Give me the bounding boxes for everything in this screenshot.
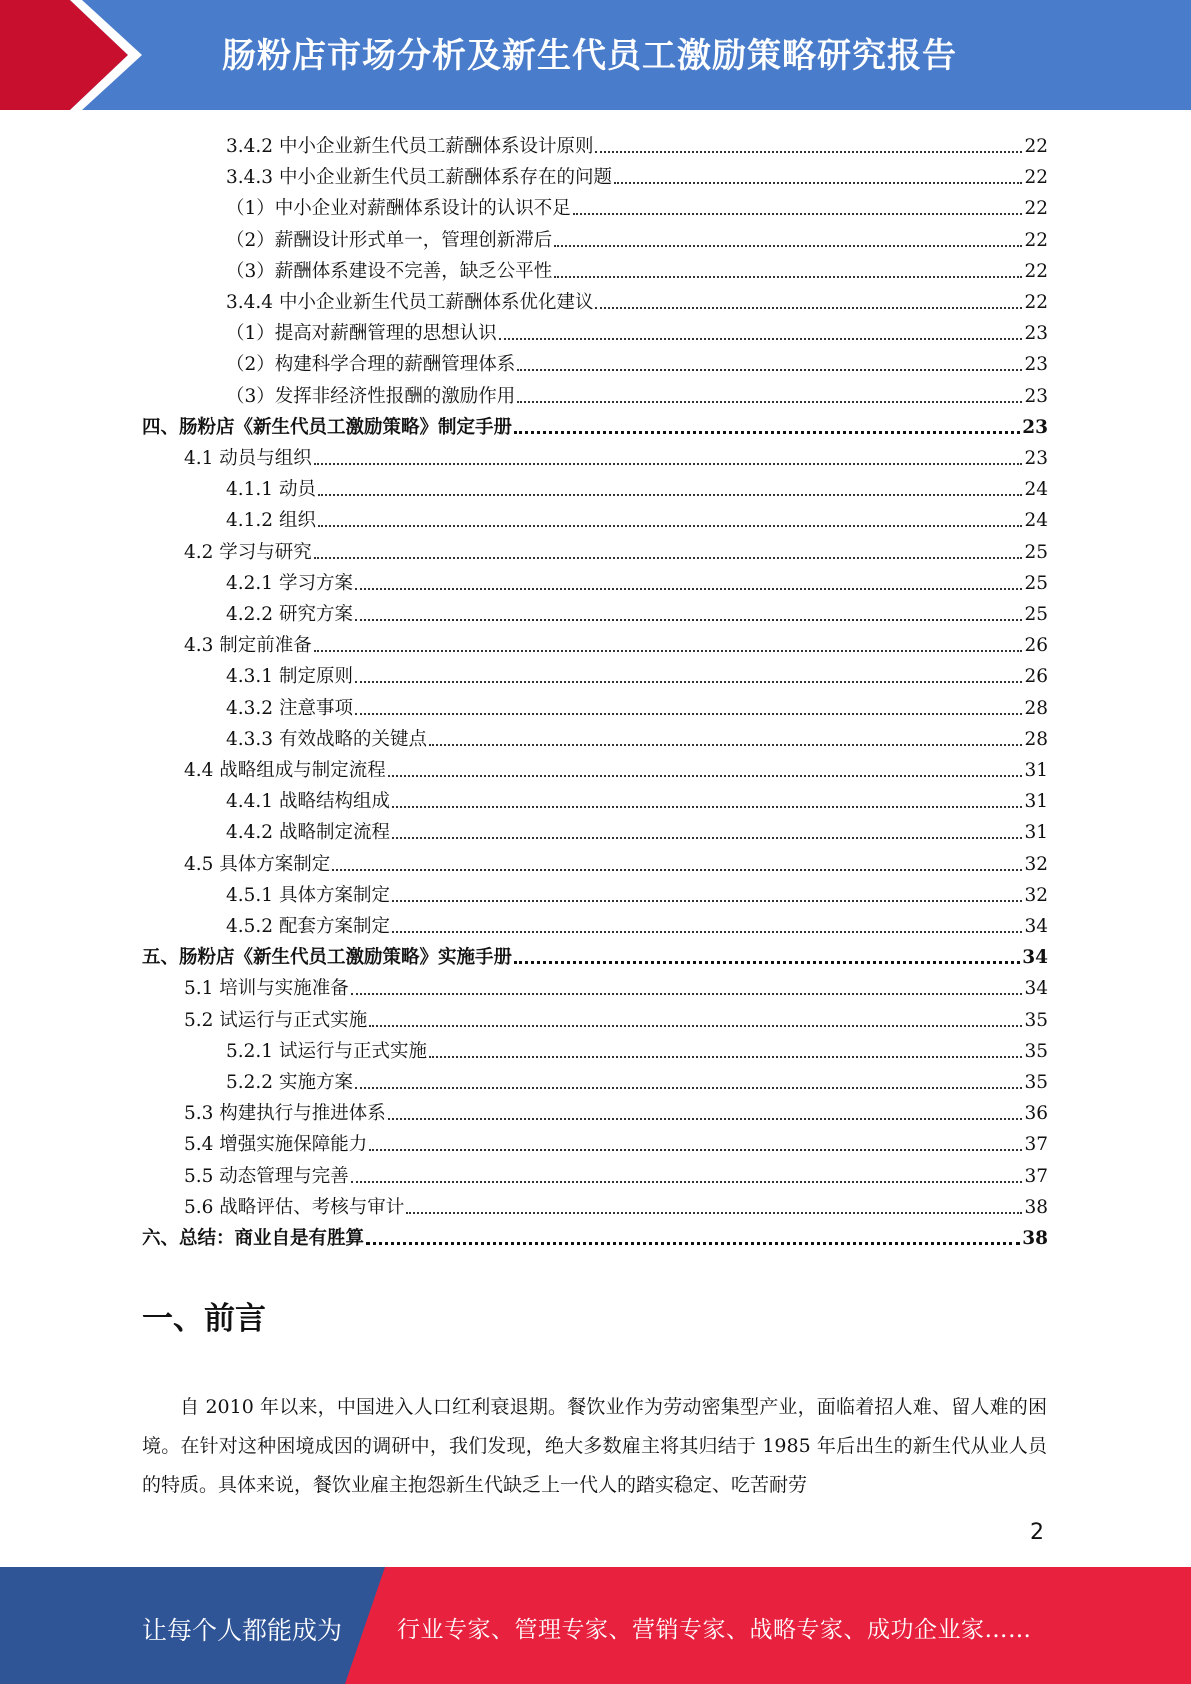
toc-leader-dots <box>573 213 1023 215</box>
toc-entry-page: 32 <box>1024 853 1048 875</box>
toc-leader-dots <box>369 1149 1022 1151</box>
toc-entry-page: 38 <box>1022 1228 1048 1249</box>
toc-entry-title: （1）中小企业对薪酬体系设计的认识不足 <box>226 198 571 220</box>
toc-leader-dots <box>514 961 1020 964</box>
toc-leader-dots <box>499 338 1023 340</box>
toc-entry-title: 4.5.1 具体方案制定 <box>226 884 390 906</box>
toc-entry-title: （3）薪酬体系建设不完善，缺乏公平性 <box>226 260 553 282</box>
toc-leader-dots <box>355 681 1023 683</box>
toc-leader-dots <box>517 401 1022 403</box>
toc-leader-dots <box>314 650 1023 652</box>
toc-leader-dots <box>388 775 1023 777</box>
toc-entry[interactable] <box>184 1157 1048 1188</box>
toc-leader-dots <box>369 1025 1022 1027</box>
toc-entry-page: 31 <box>1024 791 1048 813</box>
toc-entry-page: 25 <box>1024 604 1048 625</box>
toc-entry[interactable] <box>226 314 1048 345</box>
toc-leader-dots <box>351 993 1023 995</box>
toc-leader-dots <box>406 1212 1022 1214</box>
toc-entry[interactable] <box>184 533 1048 564</box>
toc-leader-dots <box>355 619 1023 621</box>
toc-entry-page: 34 <box>1024 916 1048 937</box>
toc-leader-dots <box>392 837 1022 839</box>
toc-entry-page: 22 <box>1024 167 1048 189</box>
toc-entry-title: 5.1 培训与实施准备 <box>184 978 349 1000</box>
toc-entry-title: 3.4.3 中小企业新生代员工薪酬体系存在的问题 <box>226 167 612 189</box>
section-heading: 一、前言 <box>142 1301 266 1337</box>
toc-entry-title: 3.4.2 中小企业新生代员工薪酬体系设计原则 <box>226 136 594 157</box>
toc-leader-dots <box>614 182 1022 184</box>
toc-entry[interactable] <box>226 501 1048 532</box>
toc-leader-dots <box>351 1181 1023 1183</box>
toc-entry[interactable] <box>142 408 1048 439</box>
toc-entry[interactable] <box>184 845 1048 876</box>
toc-entry-title: 六、总结：商业自是有胜算 <box>142 1228 365 1249</box>
toc-leader-dots <box>595 151 1022 153</box>
report-title: 肠粉店市场分析及新生代员工激励策略研究报告 <box>222 36 957 76</box>
toc-leader-dots <box>554 276 1022 278</box>
toc-entry[interactable] <box>184 751 1048 782</box>
toc-entry-page: 25 <box>1024 572 1048 594</box>
toc-leader-dots <box>332 869 1022 871</box>
toc-leader-dots <box>314 463 1023 465</box>
toc-entry-page: 22 <box>1024 292 1048 313</box>
toc-entry[interactable] <box>184 439 1048 470</box>
toc-entry-title: 5.6 战略评估、考核与审计 <box>184 1196 405 1218</box>
toc-entry-title: 4.2.2 研究方案 <box>226 604 353 625</box>
toc-entry-page: 26 <box>1024 635 1048 657</box>
toc-entry[interactable] <box>142 938 1048 969</box>
toc-entry-title: 5.4 增强实施保障能力 <box>184 1134 368 1156</box>
toc-entry-title: （2）构建科学合理的薪酬管理体系 <box>226 354 516 376</box>
toc-entry-page: 28 <box>1024 728 1048 750</box>
toc-entry-title: 4.1.1 动员 <box>226 479 316 501</box>
toc-entry-title: 4.4.1 战略结构组成 <box>226 791 390 813</box>
toc-leader-dots <box>514 431 1020 434</box>
toc-leader-dots <box>429 1056 1022 1058</box>
toc-leader-dots <box>355 588 1023 590</box>
toc-entry-page: 22 <box>1024 198 1048 220</box>
toc-entry[interactable] <box>226 782 1048 813</box>
toc-entry[interactable] <box>184 626 1048 657</box>
toc-leader-dots <box>355 713 1023 715</box>
toc-leader-dots <box>314 557 1023 559</box>
toc-entry-page: 23 <box>1024 385 1048 407</box>
toc-entry-title: 5.5 动态管理与完善 <box>184 1165 349 1187</box>
toc-entry[interactable] <box>226 158 1048 189</box>
page-number: 2 <box>1030 1520 1044 1545</box>
toc-entry[interactable] <box>226 470 1048 501</box>
toc-leader-dots <box>429 744 1022 746</box>
toc-entry-page: 22 <box>1024 260 1048 282</box>
toc-leader-dots <box>554 245 1022 247</box>
toc-leader-dots <box>355 1087 1023 1089</box>
toc-entry-title: 4.4 战略组成与制定流程 <box>184 760 386 781</box>
footer-slogan-left: 让每个人都能成为 <box>142 1616 343 1645</box>
toc-entry-page: 36 <box>1024 1103 1048 1125</box>
toc-entry[interactable] <box>184 1125 1048 1156</box>
toc-entry-page: 23 <box>1024 323 1048 345</box>
toc-entry-page: 28 <box>1024 697 1048 719</box>
toc-entry[interactable] <box>226 221 1048 252</box>
toc-entry-title: （1）提高对薪酬管理的思想认识 <box>226 323 497 345</box>
toc-entry-title: 4.2 学习与研究 <box>184 541 312 563</box>
toc-entry-title: 5.2 试运行与正式实施 <box>184 1009 368 1031</box>
toc-entry-page: 34 <box>1024 978 1048 1000</box>
toc-entry-title: 5.2.1 试运行与正式实施 <box>226 1040 427 1062</box>
body-paragraph <box>142 1388 1047 1505</box>
page-footer <box>0 1567 1191 1684</box>
toc-entry[interactable] <box>184 969 1048 1000</box>
toc-leader-dots <box>392 931 1022 933</box>
toc-entry-page: 37 <box>1024 1134 1048 1156</box>
toc-entry-title: 4.1.2 组织 <box>226 510 316 532</box>
toc-entry-title: 5.2.2 实施方案 <box>226 1072 353 1093</box>
toc-leader-dots <box>392 900 1022 902</box>
toc-entry[interactable] <box>226 564 1048 595</box>
toc-entry[interactable] <box>226 377 1048 408</box>
toc-entry-title: 五、肠粉店《新生代员工激励策略》实施手册 <box>142 947 513 969</box>
toc-entry-title: 5.3 构建执行与推进体系 <box>184 1103 386 1125</box>
toc-leader-dots <box>318 494 1023 496</box>
toc-entry[interactable] <box>226 876 1048 907</box>
toc-entry-page: 35 <box>1024 1072 1048 1093</box>
toc-entry-title: 3.4.4 中小企业新生代员工薪酬体系优化建议 <box>226 292 594 313</box>
toc-entry-page: 23 <box>1024 354 1048 376</box>
toc-entry[interactable] <box>226 907 1048 938</box>
toc-entry[interactable] <box>184 1001 1048 1032</box>
toc-entry-page: 25 <box>1024 541 1048 563</box>
toc-entry[interactable] <box>226 1063 1048 1094</box>
toc-entry[interactable] <box>226 720 1048 751</box>
toc-entry-page: 31 <box>1024 822 1048 844</box>
toc-entry-title: 4.3.2 注意事项 <box>226 697 353 719</box>
toc-leader-dots <box>366 1242 1020 1245</box>
toc-entry-title: 4.3.1 制定原则 <box>226 666 353 688</box>
toc-entry-page: 37 <box>1024 1165 1048 1187</box>
toc-entry[interactable] <box>226 252 1048 283</box>
toc-entry[interactable] <box>142 1219 1048 1250</box>
toc-entry[interactable] <box>184 1188 1048 1219</box>
toc-entry-page: 31 <box>1024 760 1048 781</box>
toc-entry-page: 26 <box>1024 666 1048 688</box>
toc-leader-dots <box>318 525 1023 527</box>
paragraph-text: 自 2010 年以来，中国进入人口红利衰退期。餐饮业作为劳动密集型产业，面临着招人难、留人难的困境。在针对这种困境成因的调研中，我们发现，绝大多数雇主将其归结于 1985 年后出生的新生代从业人员的特质。具体来说，餐饮业雇主抱怨新生代缺乏上一代人的踏实稳定、吃苦耐劳 <box>142 1396 1047 1496</box>
toc-entry[interactable] <box>184 1094 1048 1125</box>
toc-entry[interactable] <box>226 813 1048 844</box>
page-header <box>0 0 1191 110</box>
toc-entry-page: 38 <box>1024 1196 1048 1218</box>
toc-entry-page: 24 <box>1024 479 1048 501</box>
toc-entry-title: 4.1 动员与组织 <box>184 448 312 469</box>
toc-entry[interactable] <box>226 689 1048 720</box>
toc-entry-page: 23 <box>1024 448 1048 469</box>
toc-entry-title: （2）薪酬设计形式单一，管理创新滞后 <box>226 229 553 251</box>
toc-entry-title: 4.5 具体方案制定 <box>184 853 331 875</box>
toc-entry-title: 4.3.3 有效战略的关键点 <box>226 728 427 750</box>
toc-entry-page: 32 <box>1024 884 1048 906</box>
arrow-logo-icon <box>0 0 160 110</box>
toc-entry-title: 4.4.2 战略制定流程 <box>226 822 390 844</box>
toc-entry-page: 22 <box>1024 229 1048 251</box>
toc-leader-dots <box>517 369 1022 371</box>
footer-slogan-right: 行业专家、管理专家、营销专家、战略专家、成功企业家…… <box>397 1617 1032 1643</box>
toc-leader-dots <box>388 1118 1023 1120</box>
toc-entry-page: 34 <box>1022 947 1048 969</box>
toc-entry[interactable] <box>226 345 1048 376</box>
toc-entry[interactable] <box>226 283 1048 314</box>
toc-entry[interactable] <box>226 595 1048 626</box>
toc-entry-title: （3）发挥非经济性报酬的激励作用 <box>226 385 516 407</box>
toc-leader-dots <box>392 806 1022 808</box>
toc-entry-title: 4.2.1 学习方案 <box>226 572 353 594</box>
toc-entry-page: 22 <box>1024 136 1048 157</box>
toc-leader-dots <box>595 307 1022 309</box>
toc-entry-title: 4.3 制定前准备 <box>184 635 312 657</box>
toc-entry[interactable] <box>226 1032 1048 1063</box>
toc-entry[interactable] <box>226 189 1048 220</box>
toc-entry-page: 35 <box>1024 1009 1048 1031</box>
toc-entry-title: 四、肠粉店《新生代员工激励策略》制定手册 <box>142 416 513 438</box>
toc-entry-page: 23 <box>1022 416 1048 438</box>
toc-entry-title: 4.5.2 配套方案制定 <box>226 916 390 937</box>
toc-entry-page: 24 <box>1024 510 1048 532</box>
toc-entry[interactable] <box>226 657 1048 688</box>
toc-entry[interactable] <box>226 127 1048 158</box>
toc-entry-page: 35 <box>1024 1040 1048 1062</box>
